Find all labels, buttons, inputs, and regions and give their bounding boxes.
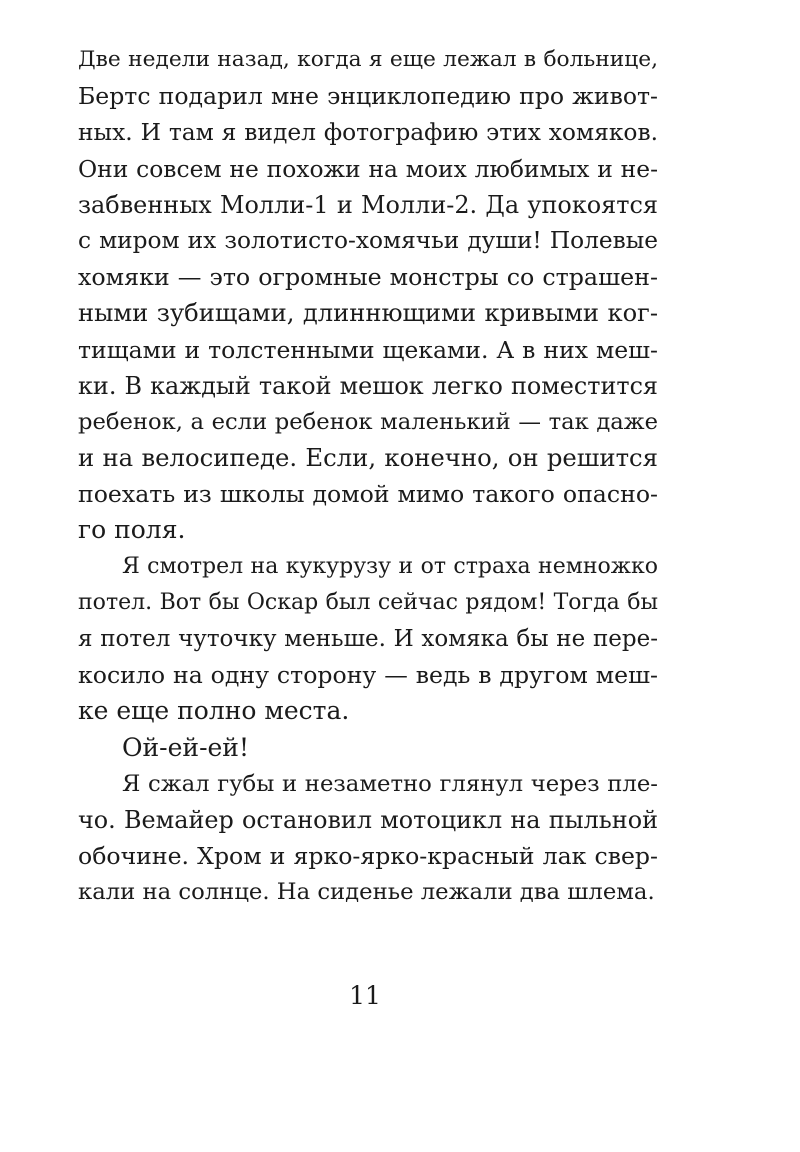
text-line: я потел чуточку меньше. И хомяка бы не пере- <box>78 626 658 652</box>
text-line: чо. Вемайер остановил мотоцикл на пыльной <box>78 805 658 834</box>
text-line: потел. Вот бы Оскар был сейчас рядом! Тогда бы <box>78 589 658 615</box>
body-text <box>78 42 658 911</box>
text-line: косило на одну сторону — ведь в другом меш- <box>78 661 658 690</box>
page-number: 11 <box>349 981 381 1010</box>
text-line: и на велосипеде. Если, конечно, он решится <box>78 443 658 473</box>
text-line: го поля. <box>78 515 186 545</box>
text-line: Ой-ей-ей! <box>122 732 250 762</box>
text-line: ке еще полно места. <box>78 696 350 726</box>
text-line: Они совсем не похожи на моих любимых и не- <box>78 154 658 183</box>
text-line: Две недели назад, когда я еще лежал в больнице, <box>78 47 658 72</box>
text-line: ными зубищами, длиннющими кривыми ког- <box>78 299 658 328</box>
text-line: хомяки — это огромные монстры со страшен- <box>78 263 658 292</box>
text-line: Я сжал губы и незаметно глянул через пле- <box>122 770 658 797</box>
text-line: Я смотрел на кукурузу и от страха немножко <box>122 553 658 579</box>
text-line: забвенных Молли-1 и Молли-2. Да упокоятся <box>78 190 658 219</box>
text-line: тищами и толстенными щеками. А в них меш- <box>78 335 658 364</box>
text-line: ки. В каждый такой мешок легко поместится <box>78 371 658 400</box>
text-line: с миром их золотисто-хомячьи души! Полевые <box>78 226 658 254</box>
text-line: кали на солнце. На сиденье лежали два шлема. <box>78 879 655 906</box>
text-line: обочине. Хром и ярко-ярко-красный лак свер- <box>78 842 658 871</box>
text-line: Бертс подарил мне энциклопедию про живот- <box>78 82 658 111</box>
text-line: поехать из школы домой мимо такого опасно- <box>78 480 658 509</box>
text-line: ребенок, а если ребенок маленький — так даже <box>78 408 658 435</box>
text-line: ных. И там я видел фотографию этих хомяков. <box>78 118 658 147</box>
